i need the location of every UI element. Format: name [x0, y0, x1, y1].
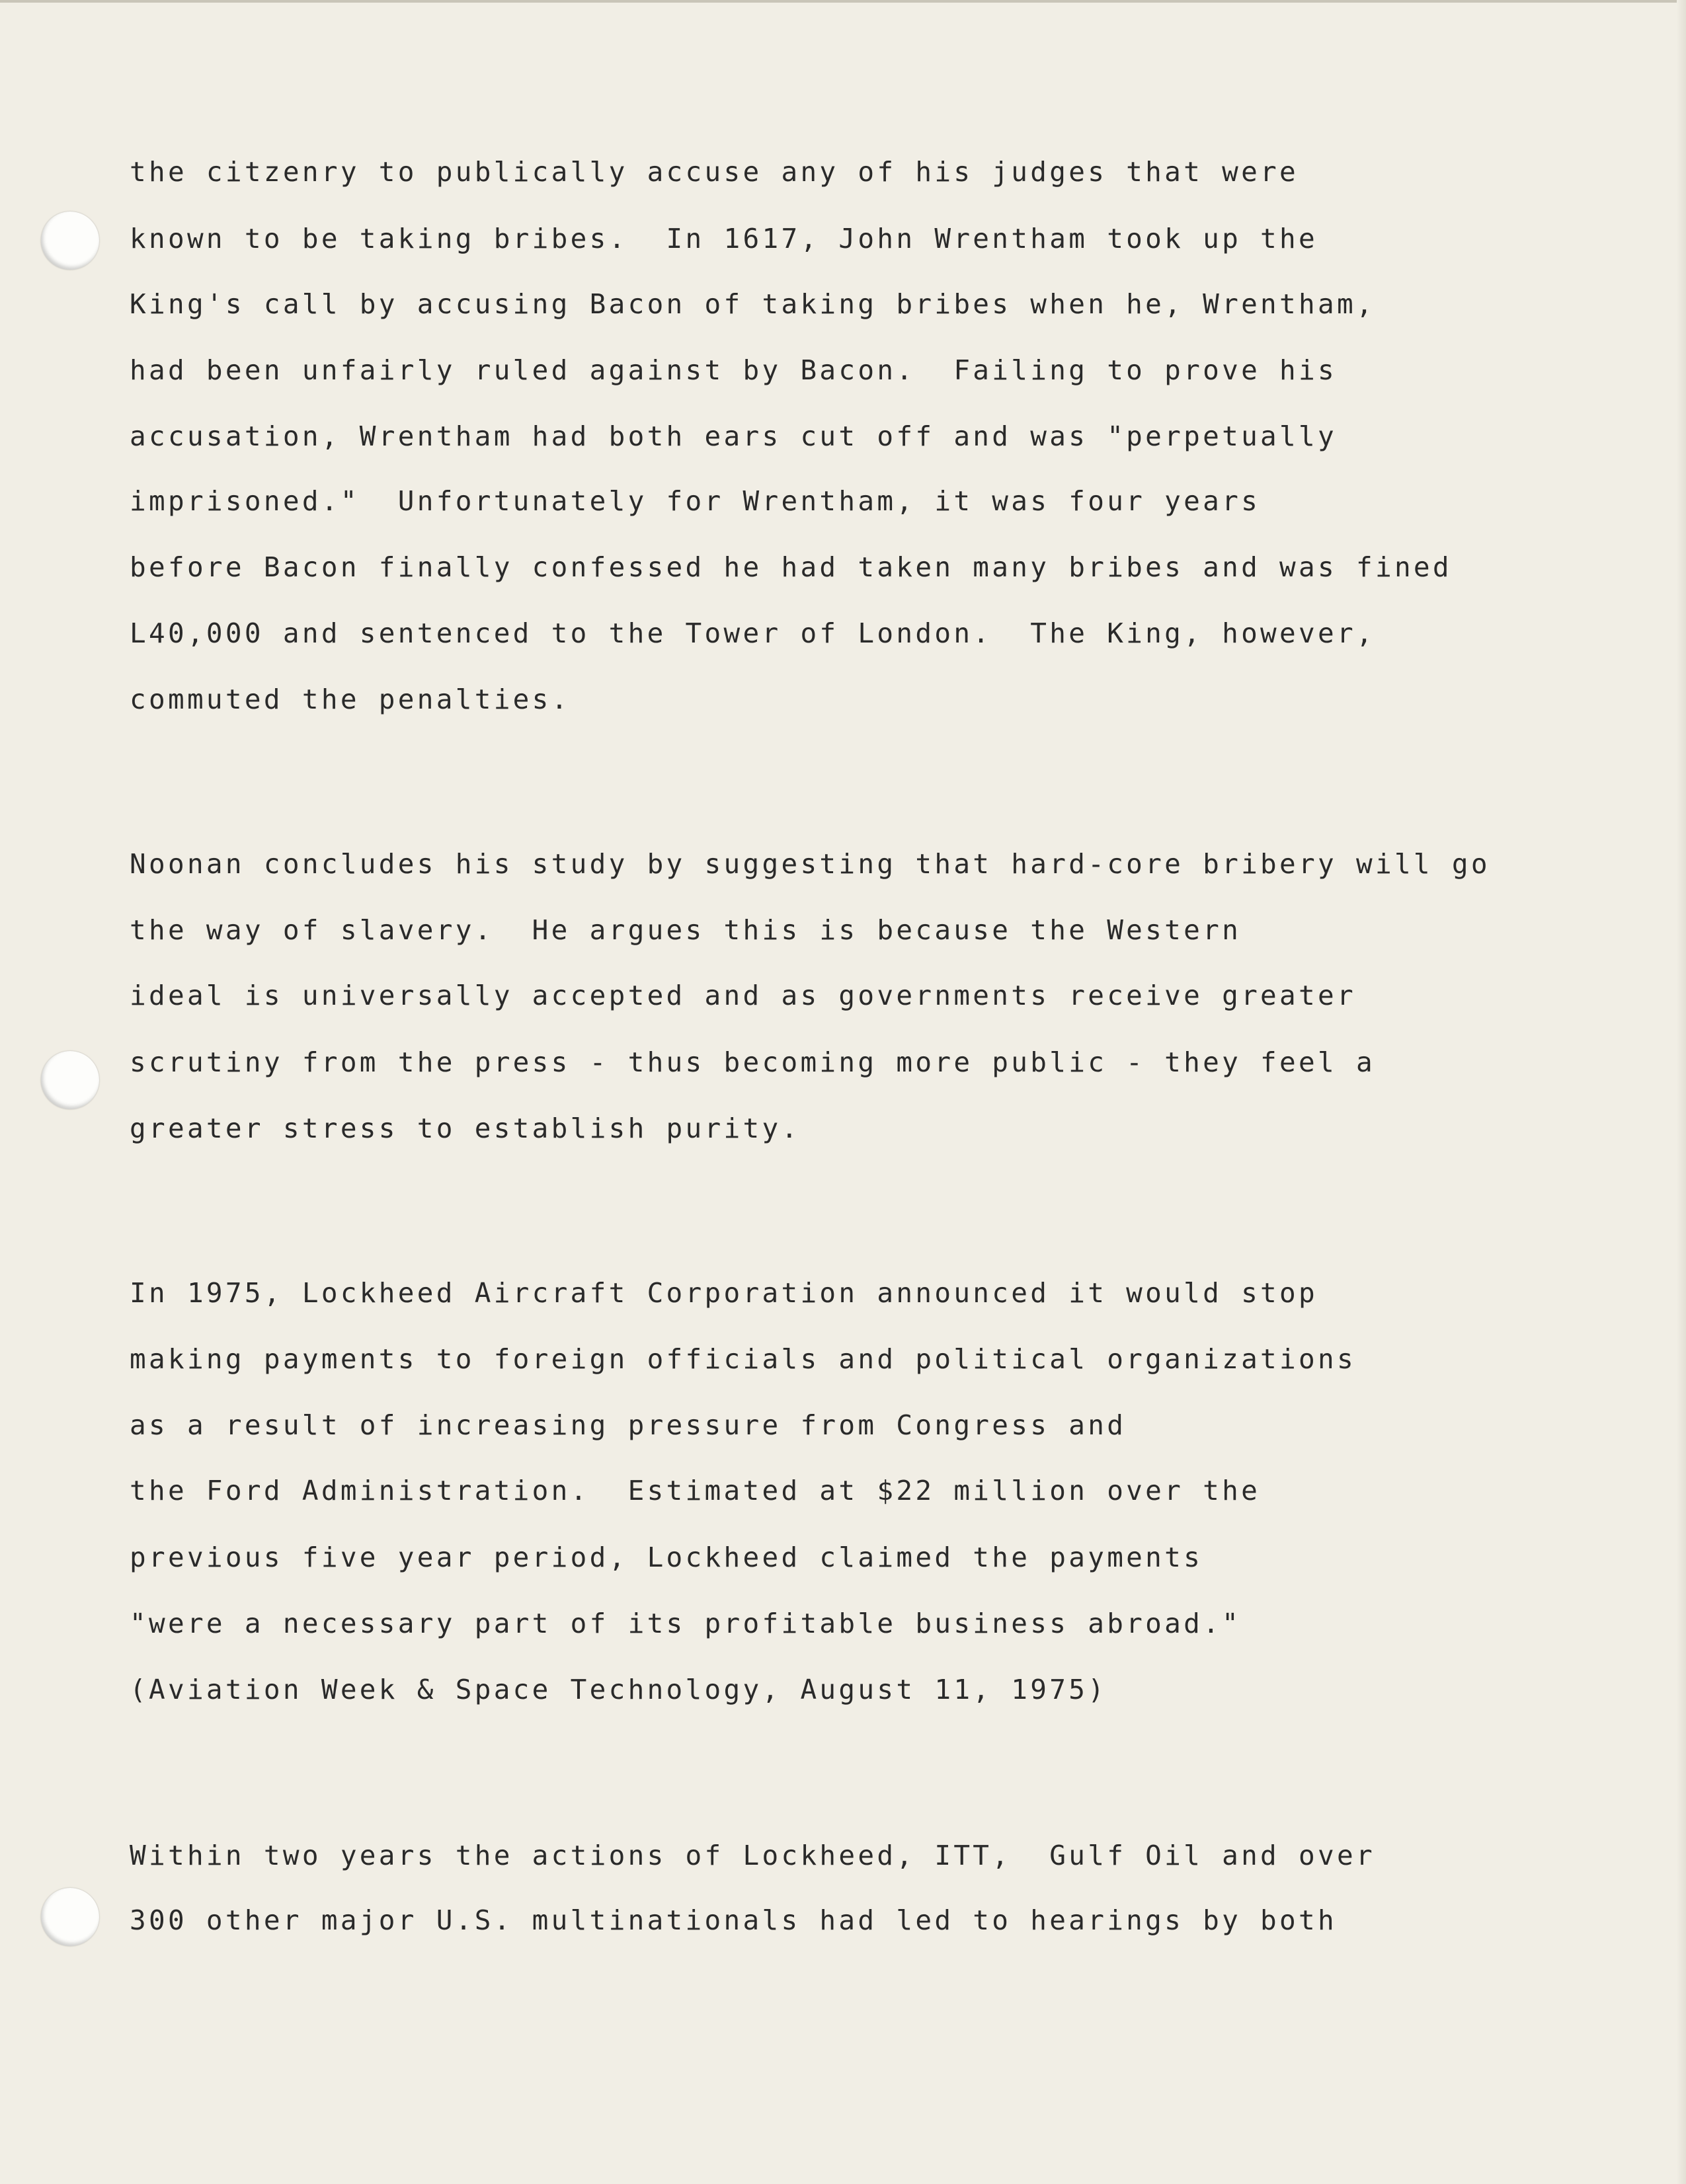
text-line: had been unfairly ruled against by Bacon. Failing to prove his [130, 354, 1337, 386]
text-line: imprisoned." Unfortunately for Wrentham, it was four years [130, 485, 1261, 517]
text-line: (Aviation Week & Space Technology, August 11, 1975) [130, 1674, 1107, 1705]
page-right-edge [1677, 0, 1686, 2184]
text-line: previous five year period, Lockheed claimed the payments [130, 1541, 1203, 1573]
punch-hole-top [41, 212, 99, 270]
text-line: before Bacon finally confessed he had taken many bribes and was fined [130, 551, 1452, 583]
text-line: In 1975, Lockheed Aircraft Corporation announced it would stop [130, 1277, 1318, 1309]
text-line: King's call by accusing Bacon of taking bribes when he, Wrentham, [130, 288, 1375, 320]
text-line: L40,000 and sentenced to the Tower of London. The King, however, [130, 617, 1375, 649]
text-line: greater stress to establish purity. [130, 1112, 801, 1144]
punch-hole-bottom [41, 1888, 99, 1946]
text-line: as a result of increasing pressure from Congress and [130, 1409, 1127, 1441]
text-line: the citzenry to publically accuse any of his judges that were [130, 156, 1299, 188]
punch-hole-middle [41, 1051, 99, 1109]
text-line: Noonan concludes his study by suggesting that hard-core bribery will go [130, 848, 1490, 880]
text-line: the Ford Administration. Estimated at $22 million over the [130, 1475, 1261, 1506]
text-line: making payments to foreign officials and political organizations [130, 1343, 1356, 1375]
text-line: "were a necessary part of its profitable business abroad." [130, 1608, 1242, 1639]
text-line: scrutiny from the press - thus becoming more public - they feel a [130, 1046, 1375, 1078]
text-line: Within two years the actions of Lockheed, ITT, Gulf Oil and over [130, 1840, 1375, 1871]
text-line: commuted the penalties. [130, 683, 571, 715]
text-line: the way of slavery. He argues this is because the Western [130, 914, 1242, 946]
text-line: ideal is universally accepted and as governments receive greater [130, 980, 1356, 1011]
page-top-edge [0, 0, 1686, 3]
text-line: known to be taking bribes. In 1617, John Wrentham took up the [130, 223, 1318, 254]
text-line: 300 other major U.S. multinationals had led to hearings by both [130, 1904, 1337, 1936]
text-line: accusation, Wrentham had both ears cut off and was "perpetually [130, 420, 1337, 452]
